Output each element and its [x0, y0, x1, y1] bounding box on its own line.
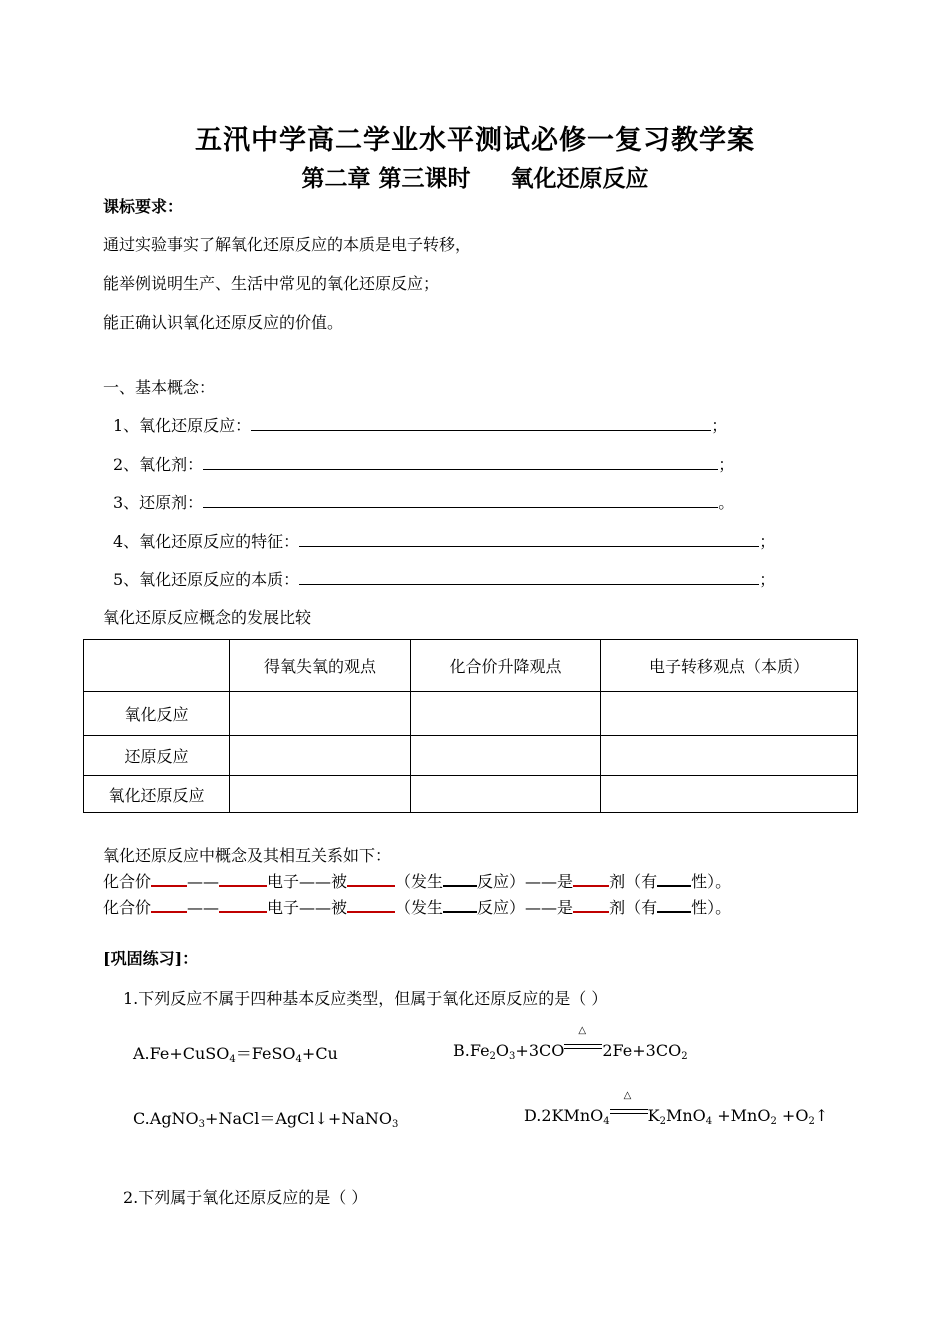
concepts-heading: 一、基本概念： [103, 378, 216, 397]
fill-blank[interactable] [347, 871, 395, 887]
fill-blank[interactable] [347, 897, 395, 913]
heat-triangle-icon: △ [578, 1025, 587, 1036]
compare-title: 氧化还原反应概念的发展比较 [103, 608, 312, 627]
relation-intro: 氧化还原反应中概念及其相互关系如下： [103, 846, 392, 865]
concept-item-1: 1、氧化还原反应： ； [113, 416, 728, 435]
header-cell: 得氧失氧的观点 [230, 640, 411, 692]
practice-heading: [巩固练习]： [103, 949, 199, 968]
comparison-table [83, 639, 858, 813]
requirements-label: 课标要求： [103, 197, 184, 216]
concept-item-2: 2、氧化剂： ； [113, 455, 735, 474]
table-cell[interactable] [601, 736, 858, 776]
concept-label: 3、还原剂： [113, 493, 204, 512]
concept-item-4: 4、氧化还原反应的特征： ； [113, 532, 776, 551]
option-d[interactable]: D.2KMnO$_4$ △ $K_2MnO_4 +MnO_2$ $+O_2↑$ [524, 1090, 829, 1127]
option-b[interactable]: $B.Fe_2O_3+3CO$ △ $2Fe+3CO_2$ [453, 1025, 688, 1062]
concept-label: 1、氧化还原反应： [113, 416, 252, 435]
requirement-line-1: 通过实验事实了解氧化还原反应的本质是电子转移， [103, 235, 472, 254]
concept-item-5: 5、氧化还原反应的本质： ； [113, 570, 776, 589]
table-cell[interactable] [411, 736, 601, 776]
fill-blank[interactable] [251, 414, 711, 431]
table-cell[interactable] [230, 692, 411, 736]
question-1: 1.下列反应不属于四种基本反应类型，但属于氧化还原反应的是（ ） [123, 989, 608, 1008]
row-label: 还原反应 [84, 736, 230, 776]
fill-blank[interactable] [657, 871, 691, 887]
row-label: 氧化还原反应 [84, 776, 230, 813]
heat-condition-mark [610, 1090, 648, 1123]
requirement-line-3: 能正确认识氧化还原反应的价值。 [103, 313, 344, 332]
option-a[interactable]: A.Fe+CuSO$_4$＝FeSO$_4$+Cu [133, 1044, 338, 1065]
fill-blank[interactable] [299, 530, 759, 547]
fill-blank[interactable] [573, 897, 609, 913]
header-cell: 电子转移观点（本质） [601, 640, 858, 692]
concept-item-3: 3、还原剂： 。 [113, 493, 735, 512]
concept-label: 5、氧化还原反应的本质： [113, 570, 300, 589]
table-cell[interactable] [411, 692, 601, 736]
fill-blank[interactable] [203, 491, 718, 508]
row-label: 氧化反应 [84, 692, 230, 736]
lesson-subtitle [0, 160, 950, 193]
concept-label: 4、氧化还原反应的特征： [113, 532, 300, 551]
header-cell: 化合价升降观点 [411, 640, 601, 692]
table-corner-cell [84, 640, 230, 692]
heat-triangle-icon: △ [623, 1090, 632, 1101]
table-row [84, 692, 858, 736]
fill-blank[interactable] [573, 871, 609, 887]
table-row [84, 776, 858, 813]
relation-line-2: 化合价 —— 电子——被 （发生 反应）——是 剂（有 性）。 [103, 898, 732, 917]
table-cell[interactable] [230, 776, 411, 813]
requirement-line-2: 能举例说明生产、生活中常见的氧化还原反应； [103, 274, 440, 293]
table-header-row [84, 640, 858, 692]
fill-blank[interactable] [443, 871, 477, 887]
fill-blank[interactable] [299, 568, 759, 585]
fill-blank[interactable] [657, 897, 691, 913]
topic-label: 氧化还原反应 [510, 165, 649, 192]
fill-blank[interactable] [151, 871, 187, 887]
fill-blank[interactable] [203, 453, 718, 470]
table-cell[interactable] [601, 776, 858, 813]
table-cell[interactable] [230, 736, 411, 776]
fill-blank[interactable] [219, 897, 267, 913]
fill-blank[interactable] [443, 897, 477, 913]
fill-blank[interactable] [219, 871, 267, 887]
fill-blank[interactable] [151, 897, 187, 913]
option-c[interactable]: C.AgNO$_3$+NaCl＝AgCl↓+NaNO$_3$ [133, 1109, 399, 1130]
question-2: 2.下列属于氧化还原反应的是（ ） [123, 1188, 368, 1207]
heat-condition-mark [564, 1025, 602, 1058]
table-cell[interactable] [601, 692, 858, 736]
concept-label: 2、氧化剂： [113, 455, 204, 474]
document-title: 五汛中学高二学业水平测试必修一复习教学案 [195, 125, 755, 156]
table-row [84, 736, 858, 776]
table-cell[interactable] [411, 776, 601, 813]
relation-line-1: 化合价 —— 电子——被 （发生 反应）——是 剂（有 性）。 [103, 872, 732, 891]
chapter-label: 第二章 第三课时 [301, 165, 471, 192]
